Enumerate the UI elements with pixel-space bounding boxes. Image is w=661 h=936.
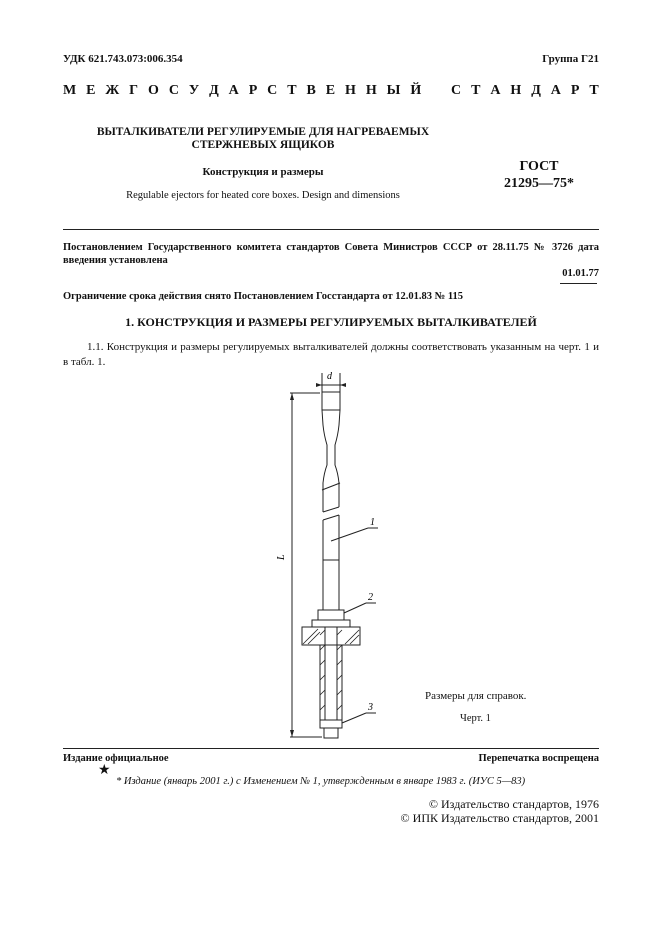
interstate-letter: Р <box>570 83 580 98</box>
dim-d-label: d <box>327 371 332 382</box>
effective-date: 01.01.77 <box>562 268 599 279</box>
interstate-letter: Н <box>365 83 377 98</box>
section-heading: 1. КОНСТРУКЦИЯ И РАЗМЕРЫ РЕГУЛИРУЕМЫХ ВЫТАЛКИВАТЕЛЕЙ <box>125 315 537 329</box>
dim-d-arrow-left <box>316 383 322 387</box>
interstate-letter: В <box>306 83 316 98</box>
gost-number: 21295—75* <box>504 176 574 191</box>
document-title <box>63 126 463 152</box>
interstate-letter: Т <box>287 83 297 98</box>
divider-top <box>63 229 599 230</box>
document-subtitle: Конструкция и размеры <box>202 166 324 178</box>
ejector-base <box>320 720 342 728</box>
callout-3-label: 3 <box>368 702 373 713</box>
interstate-letter: Т <box>471 83 481 98</box>
interstate-letter: У <box>188 83 200 98</box>
interstate-letter: С <box>451 83 462 98</box>
drawing-note: Размеры для справок. <box>425 690 527 702</box>
callout-3-leader <box>342 713 366 723</box>
interstate-standard-heading <box>63 83 599 99</box>
decree-text: Постановлением Государственного комитета стандартов Совета Министров СССР от 28.11.75 № 3726 дата введения установлена <box>63 242 599 266</box>
callout-1-leader <box>331 528 368 541</box>
interstate-letter: Ы <box>386 83 401 98</box>
interstate-letter: Д <box>209 83 219 98</box>
interstate-letter: Р <box>248 83 258 98</box>
ejector-drawing <box>270 365 430 750</box>
copyright-2001: © ИПК Издательство стандартов, 2001 <box>400 811 599 825</box>
dim-d-arrow-right <box>340 383 346 387</box>
ejector-head <box>322 392 340 410</box>
edition-footnote: * Издание (январь 2001 г.) с Изменением № 1, утвержденным в январе 1983 г. (ИУС 5—83) <box>116 776 526 787</box>
interstate-letter: М <box>63 83 77 98</box>
divider-bottom <box>63 748 599 749</box>
interstate-letter: О <box>148 83 159 98</box>
callout-2-label: 2 <box>368 592 373 603</box>
ejector-tip <box>324 728 338 738</box>
interstate-letter: Т <box>589 83 599 98</box>
interstate-letter: Е <box>325 83 336 98</box>
gost-designation <box>480 158 598 192</box>
gost-label: ГОСТ <box>519 159 559 174</box>
ejector-neck-right <box>335 410 340 490</box>
english-title: Regulable ejectors for heated core boxes. Design and dimensions <box>126 190 400 201</box>
interstate-letter: Й <box>410 83 422 98</box>
date-underline <box>560 283 597 284</box>
group-code: Группа Г21 <box>542 53 599 65</box>
star-icon: ★ <box>98 763 111 778</box>
copyright-1976: © Издательство стандартов, 1976 <box>428 797 599 811</box>
title-line-2: СТЕРЖНЕВЫХ ЯЩИКОВ <box>191 139 335 151</box>
copyright-block <box>401 797 599 825</box>
ejector-collar <box>318 610 344 620</box>
interstate-letter: Н <box>345 83 356 98</box>
interstate-letter: А <box>490 83 501 98</box>
reprint-notice: Перепечатка воспрещена <box>478 753 599 764</box>
interstate-letter: С <box>168 83 179 98</box>
dim-L-arrow-bottom <box>290 730 294 737</box>
section-paragraph: 1.1. Конструкция и размеры регулируемых выталкивателей должны соответствовать указанным на черт. 1 и в табл. 1. <box>63 341 599 368</box>
restriction-text: Ограничение срока действия снято Постановлением Госстандарта от 12.01.83 № 115 <box>63 291 463 302</box>
section-hatching <box>303 629 359 710</box>
callout-2-leader <box>344 603 366 613</box>
interstate-letter: А <box>228 83 239 98</box>
interstate-letter: А <box>550 83 561 98</box>
interstate-letter: Г <box>129 83 139 98</box>
callout-1-label: 1 <box>370 517 375 528</box>
interstate-letter: С <box>267 83 278 98</box>
title-line-1: ВЫТАЛКИВАТЕЛИ РЕГУЛИРУЕМЫЕ ДЛЯ НАГРЕВАЕМЫХ <box>96 126 430 138</box>
interstate-letter: Ж <box>105 83 120 98</box>
drawing-caption: Черт. 1 <box>460 713 491 724</box>
dim-L-arrow-top <box>290 393 294 400</box>
interstate-letter: Н <box>510 83 522 98</box>
ejector-neck-left <box>322 410 327 490</box>
interstate-letter: Е <box>86 83 96 98</box>
udk-code: УДК 621.743.073:006.354 <box>63 53 183 65</box>
official-edition: Издание официальное <box>63 753 169 764</box>
dim-L-label: L <box>276 554 287 560</box>
interstate-letter: Д <box>531 83 541 98</box>
